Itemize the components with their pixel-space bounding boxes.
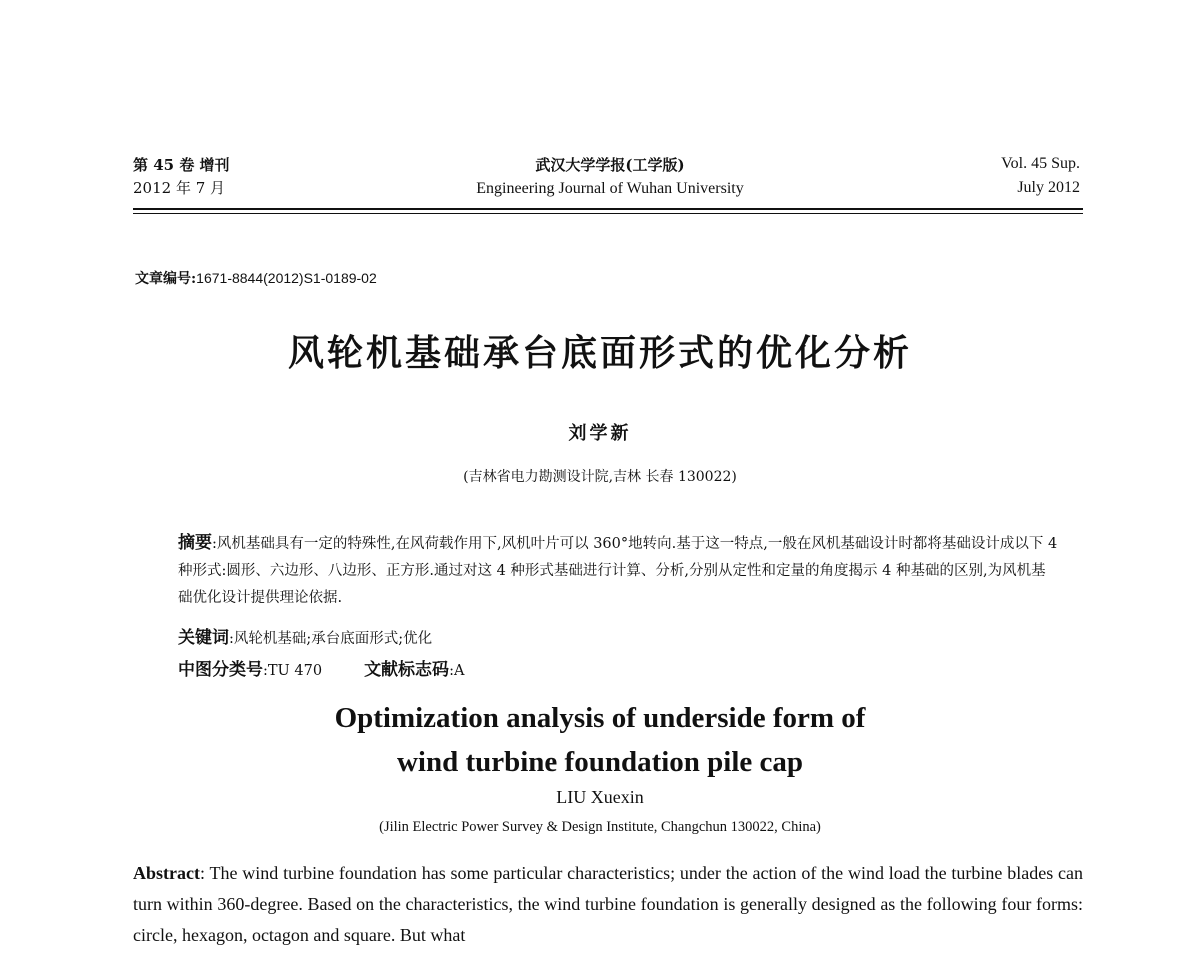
affiliation-en: (Jilin Electric Power Survey & Design Institute, Changchun 130022, China) [379, 819, 821, 835]
doc-code-value: :A [449, 663, 465, 679]
doc-code-label: 文献标志码 [364, 660, 450, 680]
header-rule-thick [133, 208, 1083, 210]
journal-name-en: Engineering Journal of Wuhan University [476, 180, 744, 197]
journal-name-zh: 武汉大学学报(工学版) [535, 156, 685, 174]
volume-zh: 第 45 卷 增刊 [133, 156, 230, 174]
date-zh: 2012 年 7 月 [133, 179, 226, 197]
abstract-en-label: Abstract [133, 863, 200, 883]
header-journal [350, 154, 870, 200]
header-rule-thin [133, 213, 1083, 214]
author-zh: 刘学新 [568, 423, 632, 444]
affiliation-zh: (吉林省电力勘测设计院,吉林 长春 130022) [463, 469, 737, 485]
date-en: July 2012 [1017, 179, 1080, 196]
abstract-zh-text: :风机基础具有一定的特殊性,在风荷载作用下,风机叶片可以 360°地转向.基于这一特点,一般在风机基础设计时都将基础设计成以下 4 种形式:圆形、六边形、八边形、正方形.通过对这 4 种形式基础进行计算、分析,分别从定性和定量的角度揭示 4 种基础的区别,为风机基础优化设计提供理论依据. [178, 536, 1058, 606]
keywords-text: :风轮机基础;承台底面形式;优化 [229, 631, 433, 647]
title-en-line2: wind turbine foundation pile cap [396, 746, 804, 778]
header-volume-en [1001, 152, 1080, 200]
abstract-zh-label: 摘要 [178, 533, 212, 553]
volume-en: Vol. 45 Sup. [1001, 155, 1080, 172]
abstract-en-text: : The wind turbine foundation has some particular characteristics; under the action of the wind load the turbine blades can turn within 360-degree. Based on the characteristics, the wind turbine foundation is generally designed as the following four forms: circle, hexagon, octagon and square. But what [133, 863, 1083, 945]
clc-value: :TU 470 [263, 663, 323, 679]
article-number-label: 文章编号: [135, 271, 197, 287]
article-number-value: 1671-8844(2012)S1-0189-02 [196, 270, 377, 286]
title-en [0, 696, 1200, 784]
title-zh: 风轮机基础承台底面形式的优化分析 [287, 333, 912, 374]
keywords-zh [178, 623, 432, 648]
article-number [135, 268, 377, 288]
keywords-label: 关键词 [178, 628, 229, 648]
abstract-en [133, 858, 1083, 951]
author-en: LIU Xuexin [556, 787, 644, 807]
classification-line [178, 655, 464, 680]
header-volume-issue [133, 154, 230, 200]
title-en-line1: Optimization analysis of underside form of [334, 702, 866, 734]
clc-label: 中图分类号 [178, 660, 263, 680]
abstract-zh [178, 530, 1058, 612]
